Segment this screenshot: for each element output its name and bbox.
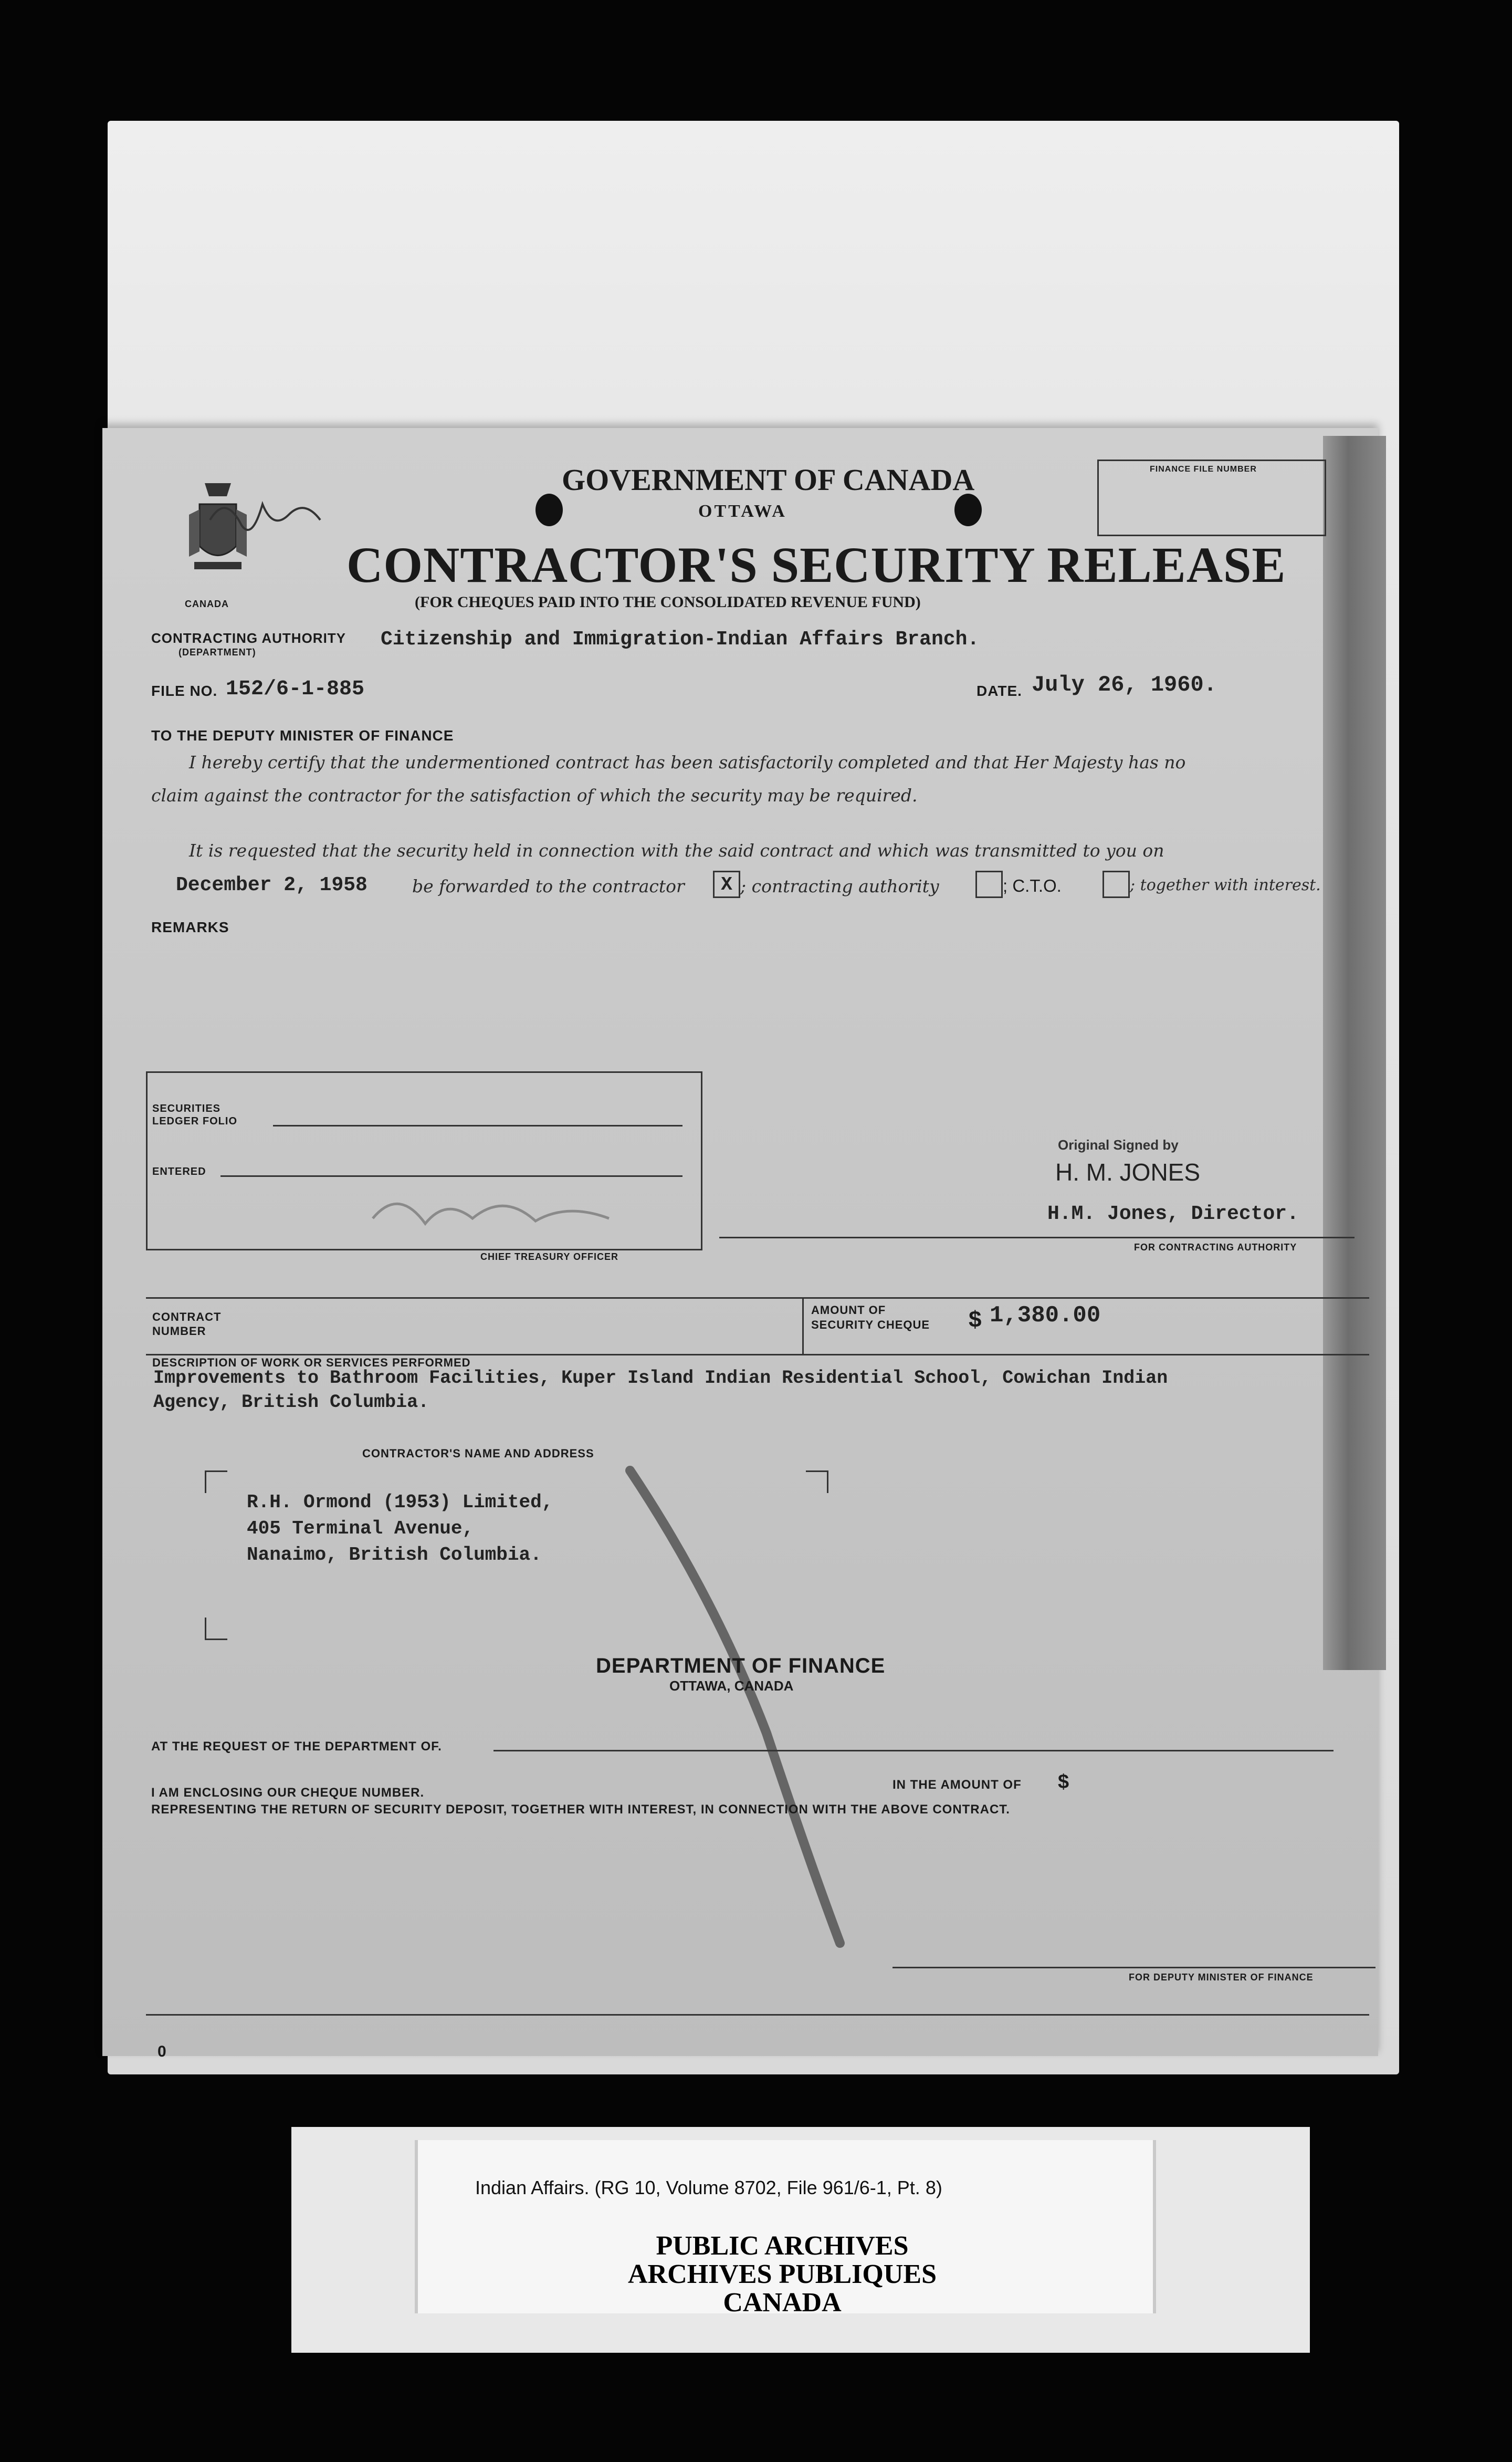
contracting-authority-checkbox[interactable] <box>975 871 1003 898</box>
contractor-address-line-1: R.H. Ormond (1953) Limited, <box>247 1491 553 1513</box>
deputy-minister-label: FOR DEPUTY MINISTER OF FINANCE <box>1129 1972 1314 1983</box>
deputy-signature-line <box>892 1967 1376 1968</box>
signature-stamp-name: H. M. JONES <box>1055 1159 1201 1186</box>
request-department-label: AT THE REQUEST OF THE DEPARTMENT OF. <box>151 1739 442 1754</box>
for-contracting-authority-label: FOR CONTRACTING AUTHORITY <box>1134 1242 1297 1253</box>
security-cheque-amount: 1,380.00 <box>990 1302 1101 1329</box>
entered-field[interactable] <box>220 1175 682 1177</box>
archive-stamp <box>415 2232 1150 2317</box>
address-corner-tl <box>205 1470 227 1493</box>
government-heading: GOVERNMENT OF CANADA <box>562 463 975 497</box>
signature-stamp-original: Original Signed by <box>1058 1137 1179 1153</box>
contract-row-divider <box>802 1297 804 1355</box>
addressee-label: TO THE DEPUTY MINISTER OF FINANCE <box>151 727 454 744</box>
file-no-value: 152/6-1-885 <box>226 677 365 701</box>
remarks-label: REMARKS <box>151 919 229 935</box>
name-address-label: CONTRACTOR'S NAME AND ADDRESS <box>362 1447 594 1460</box>
finance-dept-title: DEPARTMENT OF FINANCE <box>596 1654 886 1677</box>
amount-of-label: IN THE AMOUNT OF <box>892 1778 1022 1792</box>
form-bottom-line <box>146 2014 1369 2016</box>
contract-number-label: NUMBER <box>152 1324 206 1338</box>
contractor-address-line-2: 405 Terminal Avenue, <box>247 1518 474 1539</box>
security-cheque-label: SECURITY CHEQUE <box>811 1318 930 1331</box>
ledger-folio-field[interactable] <box>273 1125 682 1126</box>
punch-hole <box>954 494 982 526</box>
description-line-1: Improvements to Bathroom Facilities, Kuper Island Indian Residential School, Cowichan Indian <box>153 1368 1168 1389</box>
punch-hole <box>536 494 563 526</box>
file-no-label: FILE NO. <box>151 683 218 699</box>
contracting-authority-label: CONTRACTING AUTHORITY <box>151 630 346 646</box>
form-subtitle: (FOR CHEQUES PAID INTO THE CONSOLIDATED REVENUE FUND) <box>415 593 921 611</box>
securities-label: SECURITIES <box>152 1103 221 1114</box>
treasury-box-left <box>146 1071 148 1250</box>
ledger-folio-label: LEDGER FOLIO <box>152 1115 237 1127</box>
request-department-field[interactable] <box>494 1750 1334 1751</box>
torn-edge <box>1323 436 1386 1670</box>
faint-handwriting <box>368 1182 620 1239</box>
crest-caption: CANADA <box>185 599 229 609</box>
department-label: (DEPARTMENT) <box>178 647 256 658</box>
contract-row-bottom <box>146 1354 1369 1355</box>
pencil-stroke-mark <box>620 1460 892 1964</box>
finance-dept-city: OTTAWA, CANADA <box>669 1678 794 1694</box>
finance-file-number-label: FINANCE FILE NUMBER <box>1150 465 1257 474</box>
bottom-mark: 0 <box>158 2043 166 2060</box>
treasury-box-bottom <box>146 1249 702 1250</box>
form-title: CONTRACTOR'S SECURITY RELEASE <box>346 537 1286 593</box>
signatory-typed-name: H.M. Jones, Director. <box>1047 1203 1299 1225</box>
date-value: July 26, 1960. <box>1032 672 1217 697</box>
amount-of-currency: $ <box>1058 1771 1069 1793</box>
date-label: DATE. <box>976 683 1022 699</box>
contract-row-top <box>146 1297 1369 1299</box>
archive-line-2: ARCHIVES PUBLIQUES <box>627 2259 937 2289</box>
amount-currency: $ <box>969 1307 982 1332</box>
treasury-box-top <box>146 1071 702 1073</box>
description-label: DESCRIPTION OF WORK OR SERVICES PERFORMED <box>152 1356 471 1369</box>
contractor-checkbox[interactable] <box>713 871 740 898</box>
certify-line-1: I hereby certify that the undermentioned contract has been satisfactorily completed and that Her Majesty has no <box>189 752 1186 773</box>
forwarded-text: be forwarded to the contractor <box>412 876 685 896</box>
archive-line-3: CANADA <box>723 2288 842 2318</box>
chief-treasury-officer-label: CHIEF TREASURY OFFICER <box>480 1251 619 1262</box>
contractor-address-line-3: Nanaimo, British Columbia. <box>247 1544 542 1566</box>
archive-reference: Indian Affairs. (RG 10, Volume 8702, File 961/6-1, Pt. 8) <box>475 2177 942 2198</box>
entered-label: ENTERED <box>152 1166 206 1177</box>
certify-line-2: claim against the contractor for the satisfaction of which the security may be required. <box>151 785 918 806</box>
contractor-check-mark: X <box>721 873 732 895</box>
representing-label: REPRESENTING THE RETURN OF SECURITY DEPOSIT, TOGETHER WITH INTEREST, IN CONNECTION WITH THE ABOVE CONTRACT. <box>151 1802 1010 1817</box>
signature-line <box>719 1237 1354 1238</box>
request-line-1: It is requested that the security held in connection with the said contract and which was transmitted to you on <box>189 840 1164 861</box>
handwritten-initials <box>205 488 341 551</box>
treasury-box-right <box>701 1071 702 1250</box>
transmitted-date: December 2, 1958 <box>176 874 368 896</box>
contract-label: CONTRACT <box>152 1310 222 1323</box>
interest-text: ; together with interest. <box>1130 876 1321 894</box>
description-line-2: Agency, British Columbia. <box>153 1392 429 1413</box>
address-corner-bl <box>205 1618 227 1640</box>
cto-checkbox[interactable] <box>1102 871 1130 898</box>
cto-option: ; C.T.O. <box>1003 876 1062 895</box>
contracting-authority-value: Citizenship and Immigration-Indian Affairs Branch. <box>381 628 980 651</box>
archive-line-1: PUBLIC ARCHIVES <box>656 2231 909 2261</box>
contracting-authority-option: ; contracting authority <box>740 876 939 896</box>
enclosing-cheque-label: I AM ENCLOSING OUR CHEQUE NUMBER. <box>151 1786 425 1800</box>
amount-label: AMOUNT OF <box>811 1303 886 1317</box>
city-heading: OTTAWA <box>698 502 787 521</box>
